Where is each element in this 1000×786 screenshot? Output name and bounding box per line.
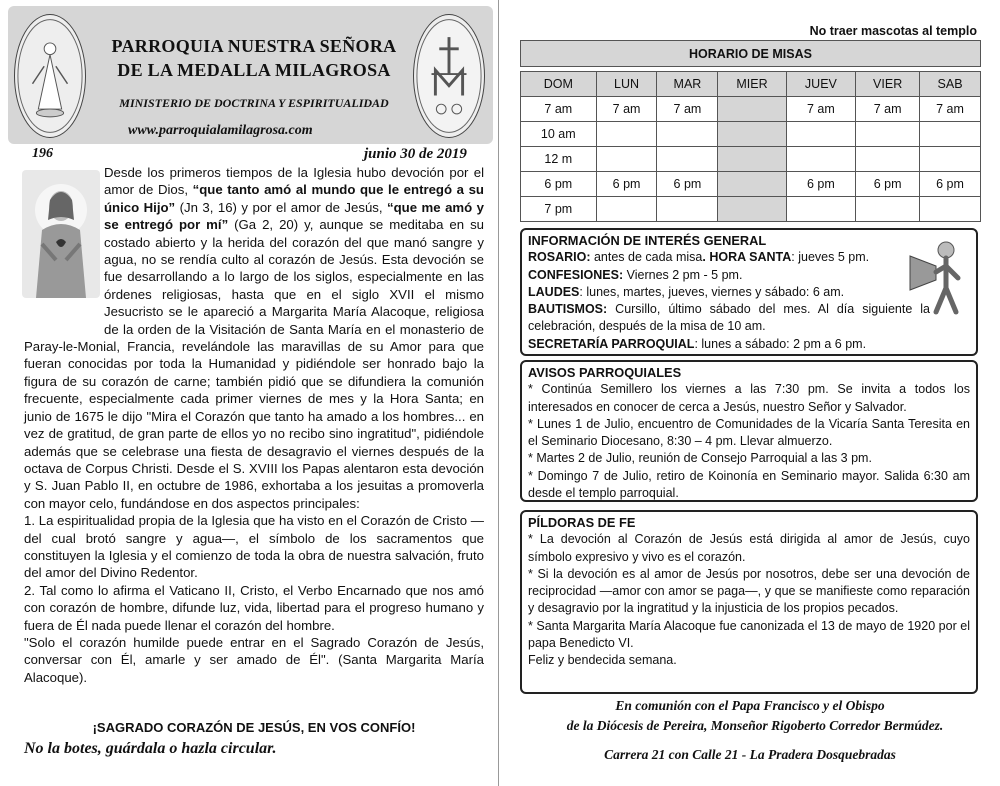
faith-pill-item: Feliz y bendecida semana. [528, 653, 677, 668]
schedule-cell: 6 pm [657, 172, 718, 197]
schedule-cell [856, 122, 920, 147]
schedule-cell [718, 147, 786, 172]
right-page [505, 0, 995, 786]
parish-notices-title: AVISOS PARROQUIALES [528, 365, 682, 380]
article-paragraph-4: "Solo el corazón humilde puede entrar en el Sagrado Corazón de Jesús, conversar con Él, amarle y ser amado de Él". (Santa Margarita María Alacoque). [24, 634, 484, 685]
info-item: SECRETARÍA PARROQUIAL: lunes a sábado: 2 pm a 6 pm. [528, 336, 867, 351]
schedule-cell: 12 m [521, 147, 597, 172]
issue-date: junio 30 de 2019 [364, 146, 467, 162]
article-paragraph-3: 2. Tal como lo afirma el Vaticano II, Cristo, el Verbo Encarnado que nos amó con corazón de hombre, difunde luz, vida, libertad para el progreso humano y fuera de Él nada puede llenar el corazón del hombre. [24, 582, 484, 633]
parish-notices-box [520, 360, 978, 502]
day-header: MAR [657, 72, 718, 97]
schedule-cell [657, 122, 718, 147]
general-info-box [520, 228, 978, 356]
schedule-cell: 7 am [786, 97, 856, 122]
website-link[interactable]: www.parroquialamilagrosa.com [128, 123, 313, 138]
parish-title-line2: DE LA MEDALLA MILAGROSA [117, 60, 391, 80]
closing-invocation: ¡SAGRADO CORAZÓN DE JESÚS, EN VOS CONFÍO! [92, 720, 416, 735]
schedule-row [521, 147, 981, 172]
day-header: LUN [596, 72, 657, 97]
faith-pill-item: * La devoción al Corazón de Jesús está dirigida al amor de Jesús, cuyo símbolo expresivo y vivo es el corazón. [528, 532, 970, 564]
faith-pills-title: PÍLDORAS DE FE [528, 515, 636, 530]
schedule-cell [596, 122, 657, 147]
schedule-cell: 6 pm [596, 172, 657, 197]
communion-line-2: de la Diócesis de Pereira, Monseñor Rigoberto Corredor Bermúdez. [566, 718, 944, 733]
info-item: BAUTISMOS: Cursillo, último sábado del mes. Al día siguiente la celebración, después de la misa de 10 am. [528, 302, 930, 334]
faith-pills-box [520, 510, 978, 694]
schedule-cell: 10 am [521, 122, 597, 147]
schedule-title: HORARIO DE MISAS [521, 41, 981, 67]
schedule-cell [786, 147, 856, 172]
megaphone-figure-icon [906, 236, 970, 316]
parish-address: Carrera 21 con Calle 21 - La Pradera Dosquebradas [604, 747, 896, 762]
page-divider [498, 0, 499, 786]
notice-item: * Martes 2 de Julio, reunión de Consejo Parroquial a las 3 pm. [528, 451, 872, 466]
schedule-row [521, 122, 981, 147]
schedule-cell [596, 147, 657, 172]
schedule-cell [657, 197, 718, 222]
day-header: SAB [920, 72, 981, 97]
ministry-subtitle: MINISTERIO DE DOCTRINA Y ESPIRITUALIDAD [119, 96, 389, 110]
schedule-cell [657, 147, 718, 172]
schedule-cell [718, 97, 786, 122]
schedule-cell: 6 pm [521, 172, 597, 197]
schedule-cell [718, 122, 786, 147]
schedule-cell: 7 am [920, 97, 981, 122]
no-pets-notice: No traer mascotas al templo [809, 24, 977, 38]
info-item: ROSARIO: antes de cada misa. HORA SANTA: jueves 5 pm. [528, 250, 870, 265]
virgin-medal-image [14, 14, 86, 138]
article-paragraph-2: 1. La espiritualidad propia de la Iglesia que ha visto en el Corazón de Cristo —del cual brotó sangre y agua—, el símbolo de los sacramentos que constituyen la Iglesia y el comienzo de toda la obra de nuestra salvación, fruto del amor del Divino Redentor. [24, 513, 484, 581]
schedule-cell [920, 122, 981, 147]
schedule-cell [786, 197, 856, 222]
day-header: VIER [856, 72, 920, 97]
circulate-note: No la botes, guárdala o hazla circular. [24, 740, 277, 757]
day-header: MIER [718, 72, 786, 97]
info-item: LAUDES: lunes, martes, jueves, viernes y sábado: 6 am. [528, 284, 845, 299]
schedule-row [521, 197, 981, 222]
schedule-cell: 7 am [596, 97, 657, 122]
schedule-cell: 7 pm [521, 197, 597, 222]
schedule-cell [786, 122, 856, 147]
schedule-cell [920, 197, 981, 222]
schedule-cell: 6 pm [856, 172, 920, 197]
communion-line-1: En comunión con el Papa Francisco y el Obispo [615, 698, 885, 713]
schedule-cell: 7 am [657, 97, 718, 122]
info-item: CONFESIONES: Viernes 2 pm - 5 pm. [528, 267, 743, 282]
article-paragraph-1: Desde los primeros tiempos de la Iglesia hubo devoción por el amor de Dios, “que tanto amó al mundo que le entregó a su único Hijo” (Jn 3, 16) y por el amor de Jesús, “que me amó y se entregó por mí” (Ga 2, 20) y, aunque se meditaba en su costado abierto y la herida del corazón del que manó sangre y agua, no se rendía culto al corazón de Jesús. Esta devoción se fue desarrollando a lo largo de los siglos, especialmente en las órdenes religiosas, hasta que en el siglo XVII el mismo Jesucristo se le apareció a Margarita María Alacoque, religiosa de la orden de la Visitación de Santa María en el monasterio de Paray-le-Monial, Francia, revelándole las maravillas de su Amor para que fueran conocidas por toda la Humanidad y pidiéndole ser honrado bajo la figura de su corazón de carne; también pidió que se difundiera la comunión frecuente, especialmente cada primer viernes de mes y la Hora Santa; en junio de 1675 le dijo "Mira el Corazón que tanto ha amado a los hombres... en vez de gratitud, de gran parte de ellos yo no recibo sino ingratitud", pidiéndole además que se celebrase una fiesta de desagravio el viernes después de la octava de Corpus Christi. Desde el S. XVIII los Papas alentaron esta devoción y S. Juan Pablo II, en octubre de 1986, exhortaba a los jesuitas a promoverla con mayor celo, fundándose en dos aspectos principales: [24, 165, 485, 511]
day-header: DOM [521, 72, 597, 97]
schedule-cell: 7 am [521, 97, 597, 122]
issue-number: 196 [32, 146, 53, 161]
schedule-cell: 6 pm [786, 172, 856, 197]
schedule-cell [718, 172, 786, 197]
left-page [0, 0, 497, 786]
notice-item: * Domingo 7 de Julio, retiro de Koinonía en Seminario mayor. Salida 6:30 am desde el templo parroquial. [528, 468, 970, 501]
schedule-cell [856, 147, 920, 172]
article-body [24, 164, 484, 686]
schedule-cell: 7 am [856, 97, 920, 122]
schedule-cell [718, 197, 786, 222]
general-info-title: INFORMACIÓN DE INTERÉS GENERAL [528, 233, 767, 248]
schedule-cell [920, 147, 981, 172]
mass-schedule-table [520, 40, 981, 222]
schedule-row [521, 172, 981, 197]
day-header: JUEV [786, 72, 856, 97]
schedule-cell [856, 197, 920, 222]
notice-item: * Continúa Semillero los viernes a las 7:30 pm. Se invita a todos los interesados en conocer de cerca a Jesús, nuestro Señor y Salvador. [528, 382, 970, 414]
schedule-cell: 6 pm [920, 172, 981, 197]
notice-item: * Lunes 1 de Julio, encuentro de Comunidades de la Vicaría Santa Teresita en el Seminario Diocesano, 8:30 – 4 pm. Llevar almuerzo. [528, 416, 970, 449]
cross-m-medal-image [413, 14, 485, 138]
faith-pill-item: * Santa Margarita María Alacoque fue canonizada el 13 de mayo de 1920 por el papa Benedicto VI. [528, 618, 970, 651]
schedule-cell [596, 197, 657, 222]
schedule-header-row [521, 72, 981, 97]
header-banner [8, 6, 493, 144]
schedule-row [521, 97, 981, 122]
parish-title-line1: PARROQUIA NUESTRA SEÑORA [111, 36, 397, 56]
faith-pill-item: * Si la devoción es al amor de Jesús por nosotros, debe ser una devoción de reciprocidad —amor con amor se paga—, y que se manifieste como reparación y desagravio por la ingratitud y la injusticia de los propios pecados. [528, 566, 970, 616]
